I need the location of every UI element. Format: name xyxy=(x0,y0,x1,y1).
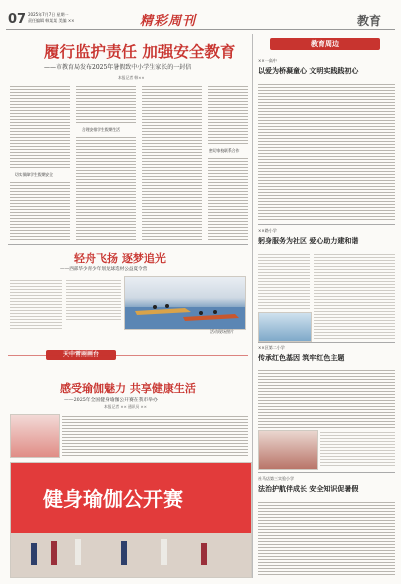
editor-info: 责任编辑 韩某某 美编 ×× xyxy=(28,18,75,23)
story3-title: 感受瑜伽魅力 共享健康生活 xyxy=(60,382,196,395)
lead-column-4b xyxy=(208,156,248,240)
right-a-text xyxy=(258,82,395,220)
story3-photo-left xyxy=(10,414,60,458)
right-rule-1 xyxy=(258,224,395,225)
right-c-kicker: ××区第二小学 xyxy=(258,345,285,350)
lead-column-1 xyxy=(10,84,70,170)
section-title: 教育 xyxy=(357,14,382,28)
right-a-kicker: ××一高中 xyxy=(258,58,277,63)
subhead-b: 合理安排学生假期生活 xyxy=(82,127,120,132)
masthead: 精彩周刊 xyxy=(140,14,197,29)
story2-photo-caption: 活动现场照片 xyxy=(210,329,234,334)
right-rule-2 xyxy=(258,342,395,343)
lead-byline: 本报记者 韩×× xyxy=(118,75,145,80)
right-b-title: 躬身服务为社区 爱心助力建和谐 xyxy=(258,236,359,245)
lead-column-3 xyxy=(142,84,202,240)
lead-column-1b xyxy=(10,180,70,240)
right-d-text xyxy=(258,500,395,576)
right-divider xyxy=(252,34,253,578)
lead-column-4 xyxy=(208,84,248,144)
story2-subtitle: ——西部华少青少年划龙球选材公益夏令营 xyxy=(60,267,148,272)
lead-column-2b xyxy=(76,135,136,240)
story3-text xyxy=(62,414,248,458)
right-rule-3 xyxy=(258,472,395,473)
story3-byline: 本报记者 ×× 通讯员 ×× xyxy=(104,404,147,409)
right-c-text-b xyxy=(320,430,395,468)
story2-column-2 xyxy=(66,278,121,320)
right-b-text-left xyxy=(258,252,310,310)
right-c-photo xyxy=(258,430,318,470)
subhead-a: 切实保障学生假期安全 xyxy=(15,172,53,177)
story2-column-1 xyxy=(10,278,62,330)
band-rule xyxy=(8,355,248,356)
right-a-title: 以爱为桥凝童心 文明实践践初心 xyxy=(258,66,359,75)
story2-photo-scene xyxy=(125,277,245,329)
right-b-photo xyxy=(258,312,312,342)
right-b-text-right xyxy=(314,252,395,340)
right-b-kicker: ××路小学 xyxy=(258,228,277,233)
lead-column-2 xyxy=(76,84,136,124)
header-rule xyxy=(6,29,395,30)
subhead-c: 密切家校联系合作 xyxy=(209,148,240,153)
story3-photo-main xyxy=(10,462,252,578)
right-c-text xyxy=(258,368,395,428)
story2-photo xyxy=(124,276,246,330)
lead-title: 履行监护责任 加强安全教育 xyxy=(44,42,236,61)
right-d-title: 法治护航伴成长 安全知识促暑假 xyxy=(258,484,359,493)
story3-subtitle: ——2025年全国健身瑜伽公开赛在我市举办 xyxy=(64,398,158,403)
date-info: 2025年7月7日 星期一 xyxy=(28,12,69,17)
page-number: 07 xyxy=(8,12,27,27)
story3-photo-text: 健身瑜伽公开赛 xyxy=(43,487,183,511)
story2-title: 轻舟飞扬 逐梦追光 xyxy=(74,252,166,265)
story2-rule xyxy=(8,244,248,245)
right-c-title: 传承红色基因 筑牢红色主题 xyxy=(258,353,345,362)
story3-photo-scene xyxy=(11,463,251,577)
lead-subtitle: ——市教育局发布2025年暑假致中小学生家长的一封信 xyxy=(44,64,192,71)
right-d-kicker: 社马店第三实验小学 xyxy=(258,476,294,481)
right-banner: 教育周边 xyxy=(270,38,380,50)
